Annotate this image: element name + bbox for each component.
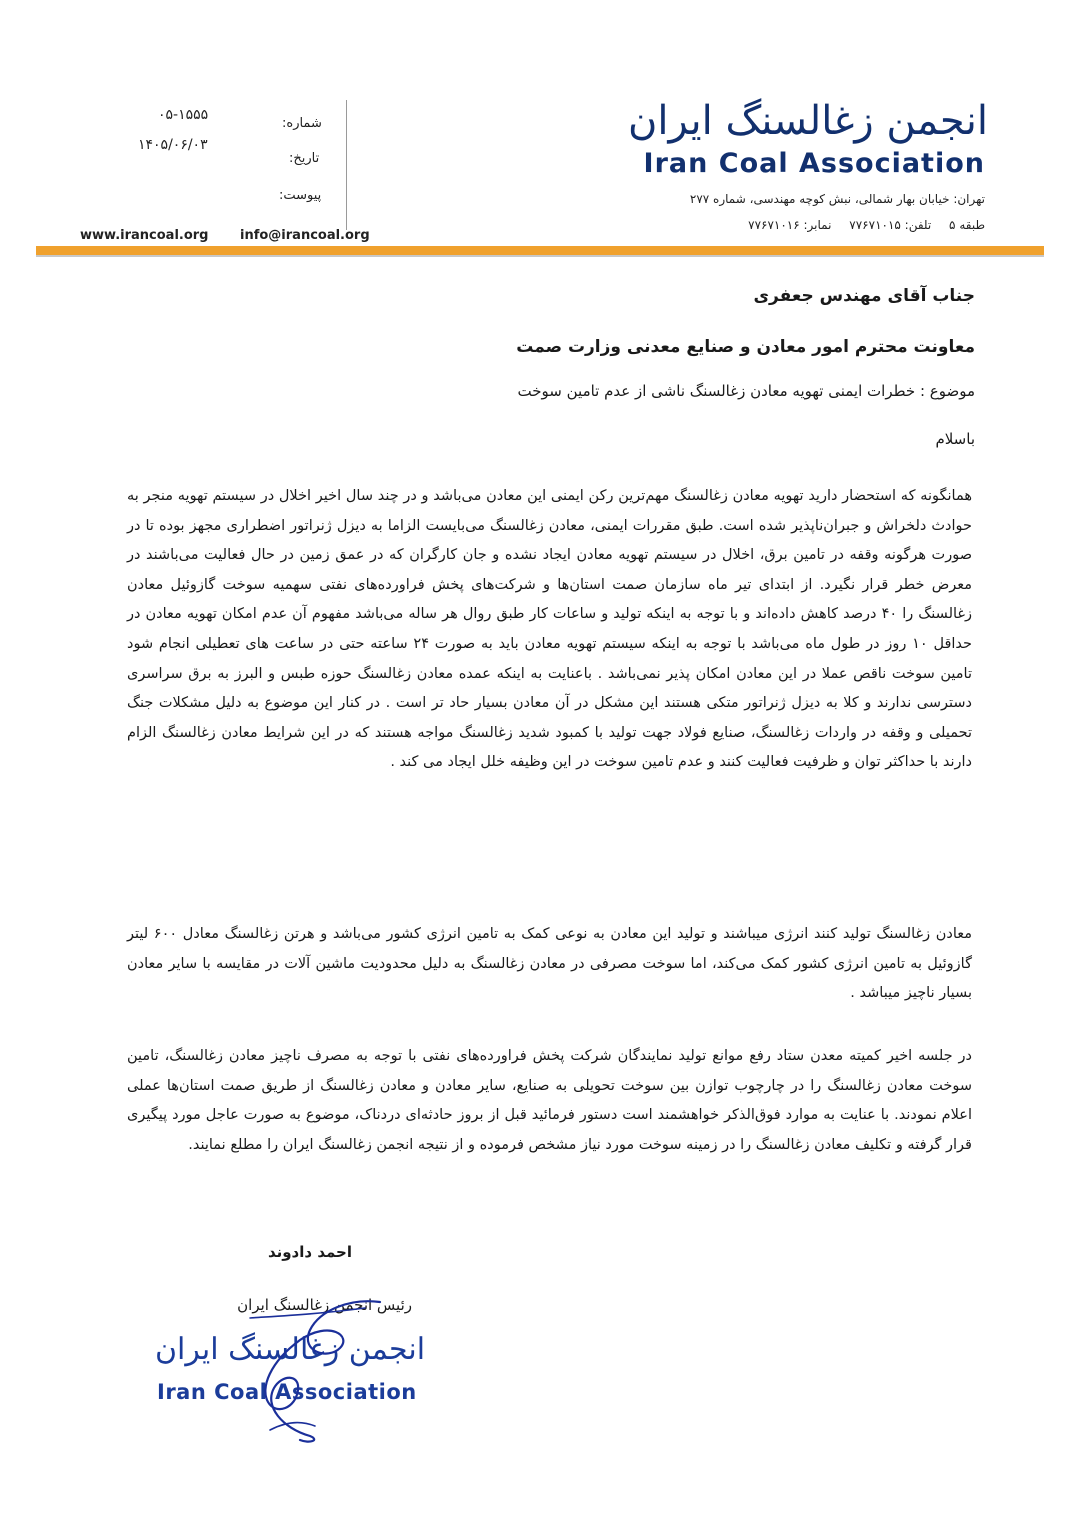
email-link[interactable]: info@irancoal.org [240,228,370,243]
logo-english: Iran Coal Association [643,148,985,179]
date-label: تاریخ: [289,151,320,166]
contact-line [734,218,985,232]
greeting: باسلام [935,430,975,448]
recipient-office: معاونت محترم امور معادن و صنایع معدنی وزارت صمت [516,337,975,357]
body-paragraph-1: همانگونه که استحضار دارید تهویه معادن زغالسنگ مهم‌ترین رکن ایمنی این معادن می‌باشد و در چند سال اخیر اخلال در سیستم تهویه منجر به حوادث دلخراش و جبران‌ناپذیر شده است. طبق مقررات ایمنی، معادن زغالسنگ می‌بایست الزاما به دیزل ژنراتور اضطراری مجهز بوده تا در صورت هرگونه وقفه در تامین برق، اخلال در سیستم تهویه معادن ایجاد نشده و جان کارگران که در عمق زمین در حال فعالیت می‌باشند در معرض خطر قرار نگیرد. از ابتدای تیر ماه سازمان صمت استان‌ها و شرکت‌های پخش فراورده‌های نفتی سهمیه سوخت گازوئیل معادن زغالسنگ را ۴۰ درصد کاهش داده‌اند و با توجه به اینکه تولید و ساعات کار طبق روال هر ساله می‌باشد مفهوم آن عدم امکان تهویه معادن در حداقل ۱۰ روز در طول ماه می‌باشد با توجه به اینکه سیستم تهویه معادن باید به صورت ۲۴ ساعته حتی در ساعت های تعطیلی انجام شود تامین سوخت ناقص عملا در این معادن امکان پذیر نمی‌باشد . باعنایت به اینکه عمده معادن زغالسنگ حوزه طبس و البرز به برق سراسری دسترسی ندارند و کلا به دیزل ژنراتور متکی هستند این مشکل در آن معادن بسیار حاد تر است . در کنار این موضوع به دلیل مشکلات جنگ تحمیلی و وقفه در واردات زغالسنگ، صنایع فولاد جهت تولید با کمبود شدید زغالسنگ مواجه هستند که در این شرایط معادن زغالسنگ الزام دارند با حداکثر توان و ظرفیت فعالیت کنند و عدم تامین سوخت در این وظیفه خلل ایجاد می کند . [127,488,973,771]
signer-title: رئیس انجمن زغالسنگ ایران [237,1296,412,1314]
logo-persian: انجمن زغالسنگ ایران [627,98,988,144]
phone: تلفن: ۷۷۶۷۱۰۱۵ [849,218,932,232]
floor: طبقه ۵ [949,218,985,232]
attachment-label: پیوست: [279,188,322,203]
number-value: ۰۵-۱۵۵۵ [158,107,209,123]
header-divider [346,100,347,230]
header-underline [36,255,1044,257]
recipient: جناب آقای مهندس جعفری [753,286,975,306]
stamp-persian: انجمن زغالسنگ ایران [155,1332,426,1367]
address: تهران: خیابان بهار شمالی، نبش کوچه مهندسی، شماره ۲۷۷ [689,192,985,206]
website-link[interactable]: www.irancoal.org [80,228,209,243]
body-paragraph-3: در جلسه اخیر کمیته معدن ستاد رفع موانع تولید نمایندگان شرکت پخش فراورده‌های نفتی با توجه به مصرف ناچیز معادن زغالسنگ، تامین سوخت معادن زغالسنگ را در چارچوب توازن بین سوخت تحویلی به صنایع، سایر معادن و معادن زغالسنگ از طریق صمت استان‌ها عملی اعلام نمودند. با عنایت به موارد فوق‌الذکر خواهشمند است دستور فرمائید قبل از بروز حادثه‌ای دردناک، موضوع به صورت عاجل مورد پیگیری قرار گرفته و تکلیف معادن زغالسنگ را در زمینه سوخت مورد نیاز مشخص فرموده و از نتیجه انجمن زغالسنگ ایران را مطلع نمایند. [127,1048,972,1153]
body-paragraph-2: معادن زغالسنگ تولید کنند انرژی میباشند و تولید این معادن به نوعی کمک به تامین انرژی کشور می‌باشد و هرتن زغالسنگ معادل ۶۰۰ لیتر گازوئیل به تامین انرژی کشور کمک می‌کند، اما سوخت مصرفی در معادن زغالسنگ به دلیل محدودیت ماشین آلات در مقایسه با سایر معادن بسیار ناچیز میباشد . [127,926,972,1002]
subject-line: موضوع : خطرات ایمنی تهویه معادن زغالسنگ ناشی از عدم تامین سوخت [517,382,975,400]
signer-name: احمد دادوند [267,1243,352,1261]
handwritten-signature [150,1290,410,1450]
date-value: ۱۴۰۵/۰۶/۰۳ [138,137,208,153]
header-accent-bar [36,246,1044,255]
fax: نمابر: ۷۷۶۷۱۰۱۶ [748,218,832,232]
number-label: شماره: [282,116,322,131]
stamp-english: Iran Coal Association [157,1380,417,1404]
